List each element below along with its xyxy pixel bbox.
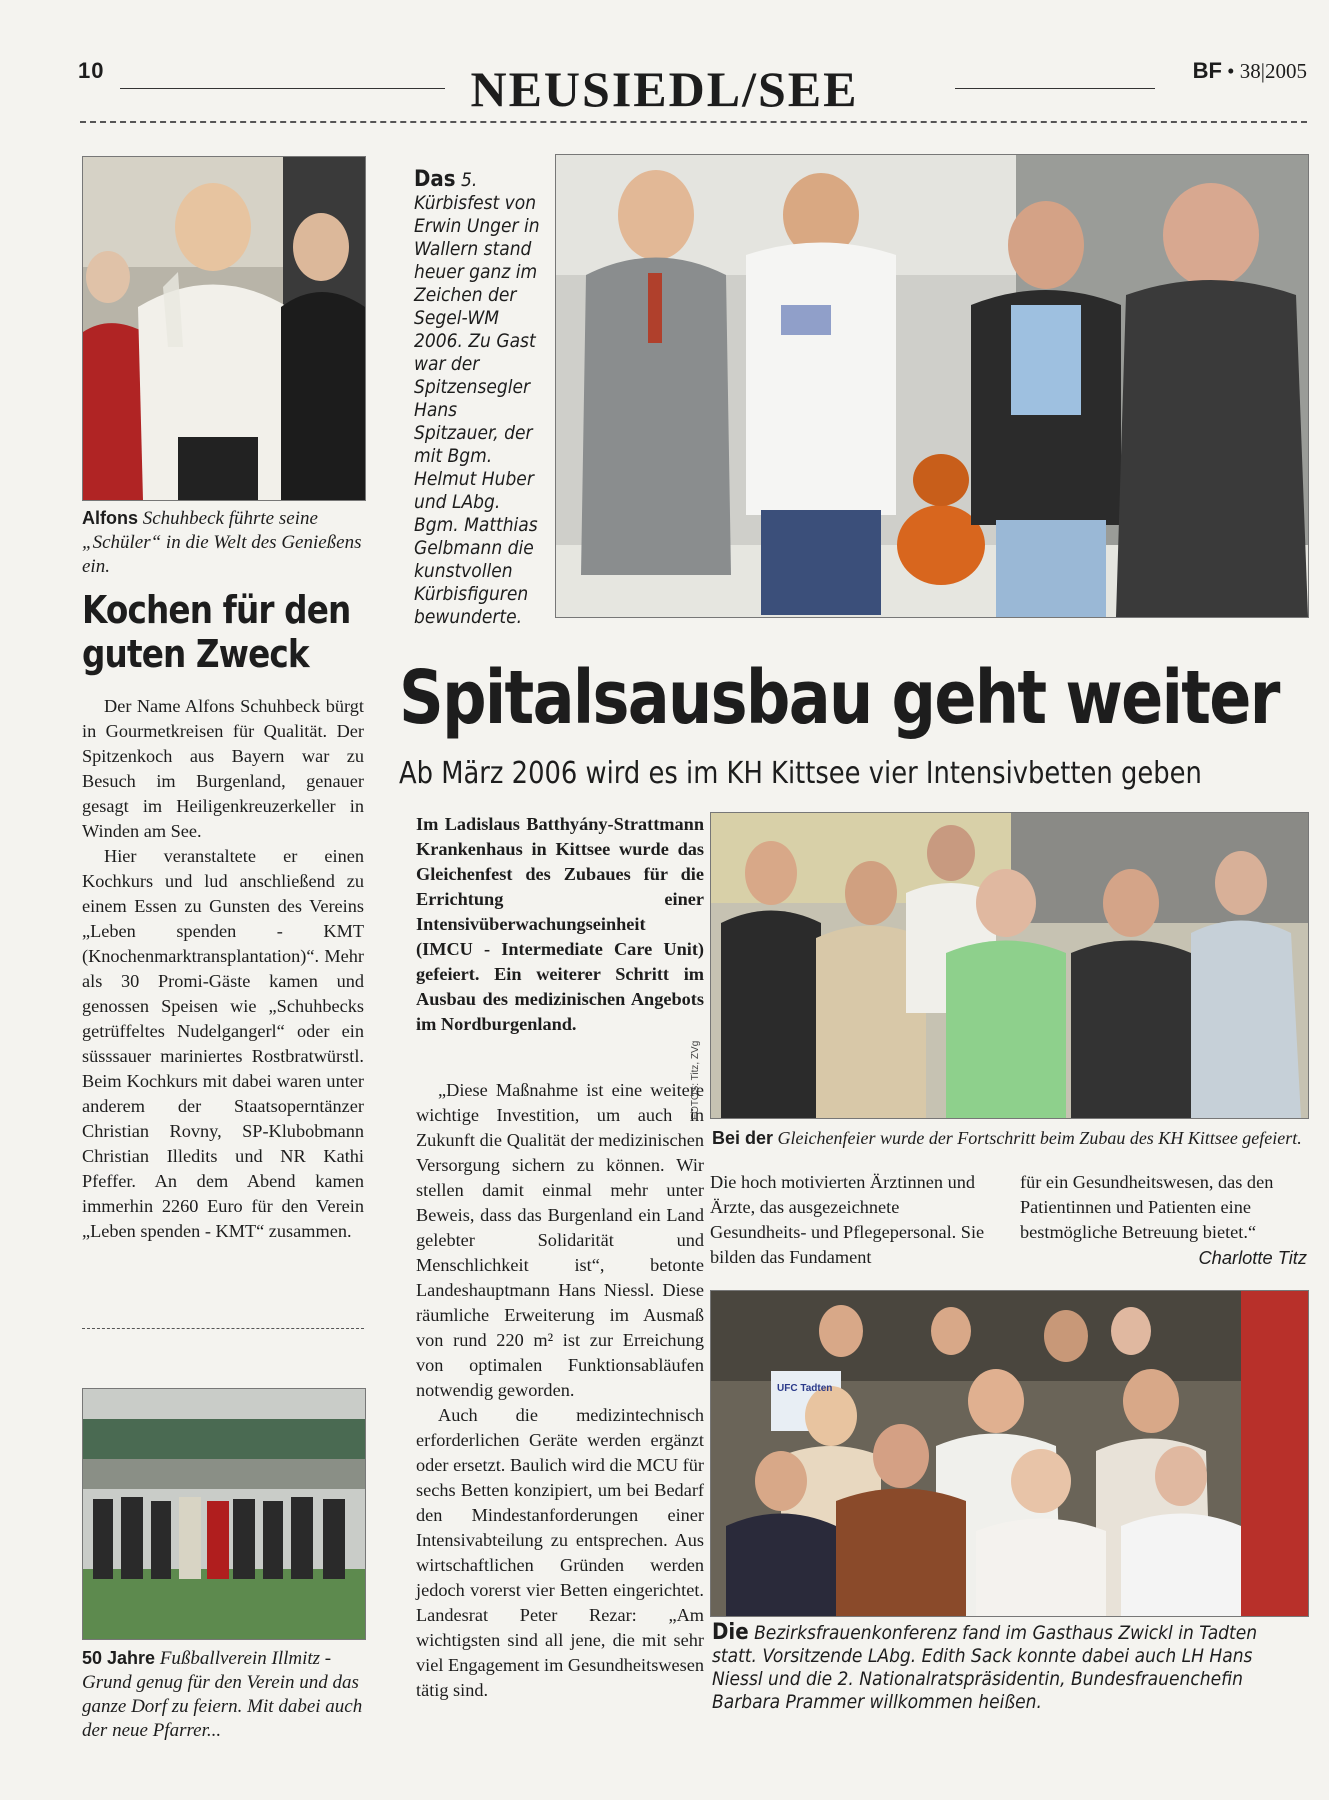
caption-womens-conference	[712, 1621, 1307, 1714]
caption-lead: Die	[712, 1620, 749, 1645]
caption-text: Fußballverein Illmitz - Grund genug für den Verein und das ganze Dorf zu feiern. Mit dabei auch der neue Pfarrer...	[82, 1648, 363, 1741]
caption-text: Schuhbeck führte seine „Schüler“ in die Welt des Genießens ein.	[82, 508, 362, 577]
caption-pumpkin	[414, 168, 544, 629]
section-title: NEUSIEDL/SEE	[470, 61, 859, 117]
caption-text: Gleichenfeier wurde der Fortschritt beim Zubau des KH Kittsee gefeiert.	[773, 1128, 1302, 1148]
paragraph: Die hoch motivierten Ärztinnen und Ärzte, das ausgezeichnete Gesundheits- und Pflegepersonal. Sie bilden das Fundament	[710, 1172, 985, 1267]
bullet: •	[1227, 59, 1240, 83]
caption-lead: 50 Jahre	[82, 1648, 156, 1668]
subheadline-hospital: Ab März 2006 wird es im KH Kittsee vier Intensivbetten geben	[399, 756, 1202, 791]
headline-cooking: Kochen für den guten Zweck	[82, 588, 351, 676]
paragraph: Hier veranstaltete er einen Kochkurs und lud anschließend zu einem Essen zu Gunsten des Vereins „Leben spenden - KMT (Knochenmarktransplantation)“. Mehr als 30 Promi-Gäste kamen und genossen Speisen wie „Schuhbecks getrüffeltes Nudelgangerl“ oder ein süsssauer mariniertes Rostbratwürstl. Beim Kochkurs mit dabei waren unter anderem der Staatsoperntänzer Christian Rovny, SP-Klubobmann Christian Illedits und NR Kathi Pfeffer. An dem Abend kamen immerhin 2260 Euro für den Verein „Leben spenden - KMT“ zusammen.	[82, 846, 364, 1241]
header-rule-right	[955, 88, 1155, 89]
issue-info	[1193, 58, 1307, 84]
caption-lead: Alfons	[82, 508, 138, 528]
photo-hospital	[710, 812, 1309, 1119]
photo-schuhbeck	[82, 156, 366, 501]
paragraph: für ein Gesundheitswesen, das den Patientinnen und Patienten eine bestmögliche Betreuung bietet.“	[1020, 1172, 1274, 1242]
paragraph: „Diese Maßnahme ist eine weitere wichtige Investition, um auch in Zukunft die Qualität der medizinischen Versorgung sichern zu können. Wir stellen damit einmal mehr unter Beweis, dass das Burgenland ein Land gelebter Solidarität und Menschlichkeit ist“, betonte Landeshauptmann Hans Niessl. Diese räumliche Erweiterung im Ausmaß von rund 220 m² ist zur Erreichung von optimalen Funktionsabläufen notwendig geworden.	[416, 1080, 704, 1400]
paper-name: BF	[1192, 58, 1222, 83]
caption-lead: Bei der	[712, 1128, 774, 1148]
article-hospital-col4	[1020, 1170, 1307, 1270]
page-number: 10	[78, 58, 105, 83]
headline-hospital: Spitalsausbau geht weiter	[399, 655, 1279, 741]
article-hospital	[416, 1078, 704, 1703]
issue-number: 38|2005	[1239, 59, 1307, 83]
header-dashed-rule	[80, 121, 1307, 123]
author: Charlotte Titz	[1198, 1247, 1307, 1268]
column-divider	[82, 1328, 364, 1329]
caption-football	[82, 1646, 372, 1743]
article-hospital-col3	[710, 1170, 1000, 1270]
banner-text: UFC Tadten	[777, 1383, 833, 1394]
lead-hospital: Im Ladislaus Batthyány-Strattmann Krankenhaus in Kittsee wurde das Gleichenfest des Zubaues für die Errichtung einer Intensivüberwachungseinheit (IMCU - Intermediate Care Unit) gefeiert. Ein weiterer Schritt im Ausbau des medizinischen Angebots im Nordburgenland.	[416, 814, 704, 1034]
caption-schuhbeck	[82, 506, 372, 579]
caption-text: 5. Kürbisfest von Erwin Unger in Wallern stand heuer ganz im Zeichen der Segel-WM 2006. Zu Gast war der Spitzensegler Hans Spitzauer, der mit Bgm. Helmut Huber und LAbg. Bgm. Matthias Gelbmann die kunstvollen Kürbisfiguren bewunderte.	[414, 169, 540, 628]
article-cooking	[82, 694, 364, 1244]
photo-credit: FOTOS: Titz, ZVg	[690, 1040, 701, 1120]
caption-lead: Das	[414, 167, 456, 192]
paragraph: Der Name Alfons Schuhbeck bürgt in Gourmetkreisen für Qualität. Der Spitzenkoch aus Bayern war zu Besuch im Burgenland, genauer gesagt im Heiligenkreuzerkeller in Winden am See.	[82, 696, 364, 841]
photo-womens-conference	[710, 1290, 1309, 1617]
photo-pumpkin-festival	[555, 154, 1309, 618]
paragraph: Auch die medizintechnisch erforderlichen Geräte werden ergänzt oder ersetzt. Baulich wird die MCU für sechs Betten konzipiert, um bei Bedarf den Mindestanforderungen einer Intensivabteilung zu entsprechen. Aus wirtschaftlichen Gründen werden jedoch vorerst vier Betten eingerichtet. Landesrat Peter Rezar: „Am wichtigsten sind all jene, die mit sehr viel Engagement im Gesundheitswesen tätig sind.	[416, 1405, 704, 1700]
caption-text: Bezirksfrauenkonferenz fand im Gasthaus Zwickl in Tadten statt. Vorsitzende LAbg. Edith Sack konnte dabei auch LH Hans Niessl und die 2. Nationalratspräsidentin, Bundesfrauenchefin Barbara Prammer willkommen heißen.	[712, 1622, 1258, 1713]
caption-hospital	[712, 1126, 1312, 1150]
photo-football	[82, 1388, 366, 1640]
